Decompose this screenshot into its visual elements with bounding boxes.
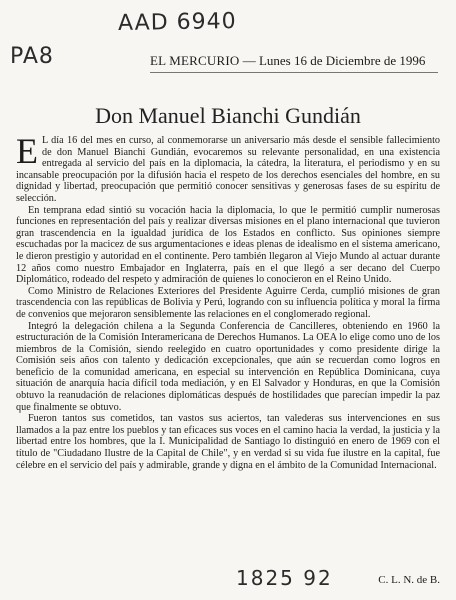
header-separator: — [242,53,256,68]
paragraph-text: L día 16 del mes en curso, al conmemorarse un aniversario más desde el sensible fallecimiento de don Manuel Bianchi Gundián, evocaremos su relevante personalidad, en una existencia entregada al servicio del país en la diplomacia, la cátedra, la literatura, el periodismo y en su incansable preocupación por la difusión hacia el respeto de los derechos esenciales del hombre, en su dignidad y libertad, preocupación que permitió conocer sensitivas y generosas fases de su espíritu de selección. [16,135,440,204]
article-paragraph-1 [16,131,440,205]
handwritten-catalog-number: AAD 6940 [117,8,237,37]
handwritten-archive-number: 1825 92 [236,566,333,590]
article-paragraph-5: Fueron tantos sus cometidos, tan vastos sus aciertos, tan valederas sus intervenciones en sus llamados a la paz entre los pueblos y tan eficaces sus voces en el camino hacia la verdad, la justicia y la libertad entre los hombres, que la I. Municipalidad de Santiago lo distinguió en enero de 1969 con el título de "Ciudadano Ilustre de la Capital de Chile", y en verdad si su vida fue ilustre en la capital, fue célebre en el servicio del país y admirable, grande y digna en el ámbito de la Comunidad Internacional. [16,413,440,471]
article-paragraph-3: Como Ministro de Relaciones Exteriores del Presidente Aguirre Cerda, cumplió misiones de gran trascendencia con las repúblicas de Bolivia y Perú, logrando con su influencia política y moral la firma de convenios que mejoraron sensiblemente las relaciones en el conglomerado regional. [16,285,440,320]
article-title: Don Manuel Bianchi Gundián [95,103,361,128]
author-signature: C. L. N. de B. [378,574,440,586]
article-paragraph-4: Integró la delegación chilena a la Segunda Conferencia de Cancilleres, obteniendo en 1960 la estructuración de la Comisión Interamericana de Derechos Humanos. La OEA lo elige como uno de los miembros de la Comisión, siendo reelegido en cuatro oportunidades y como presidente dirige la Comisión seis años con talento y dedicación excepcionales, que aún se recuerdan como logros en beneficio de la comunidad americana, en especial su intervención en República Dominicana, cuya situación de anarquía hacía difícil toda mediación, y en El Salvador y Honduras, en que la Comisión obtuvo la reanudación de relaciones diplomáticas después de hostilidades que parecían impedir la paz que finalmente se obtuvo. [16,320,440,413]
drop-cap: E [16,131,38,171]
handwritten-page-mark: PA8 [10,44,54,69]
header-rule [150,72,438,73]
article-body [16,131,440,471]
article-paragraph-2: En temprana edad sintió su vocación hacia la diplomacia, lo que le permitió cumplir numerosas funciones en representación del país y realizar diversas misiones en el plano internacional que tuvieron gran trascendencia en la igualdad jurídica de los Estados en conflicto. Sus opiniones siempre escuchadas por la macicez de sus argumentaciones e ideas plenas de idealismo en el sistema americano, le dieron prestigio y autoridad en el continente. Pero también llegaron al Viejo Mundo al actuar durante 12 años como nuestro Embajador en Inglaterra, país en el que llegó a ser decano del Cuerpo Diplomático, rodeado del respeto y admiración de quienes lo conocieron en el Reino Unido. [16,204,440,286]
newspaper-header [150,53,450,69]
publication-date: Lunes 16 de Diciembre de 1996 [258,53,426,68]
publication-name: EL MERCURIO [150,53,240,68]
